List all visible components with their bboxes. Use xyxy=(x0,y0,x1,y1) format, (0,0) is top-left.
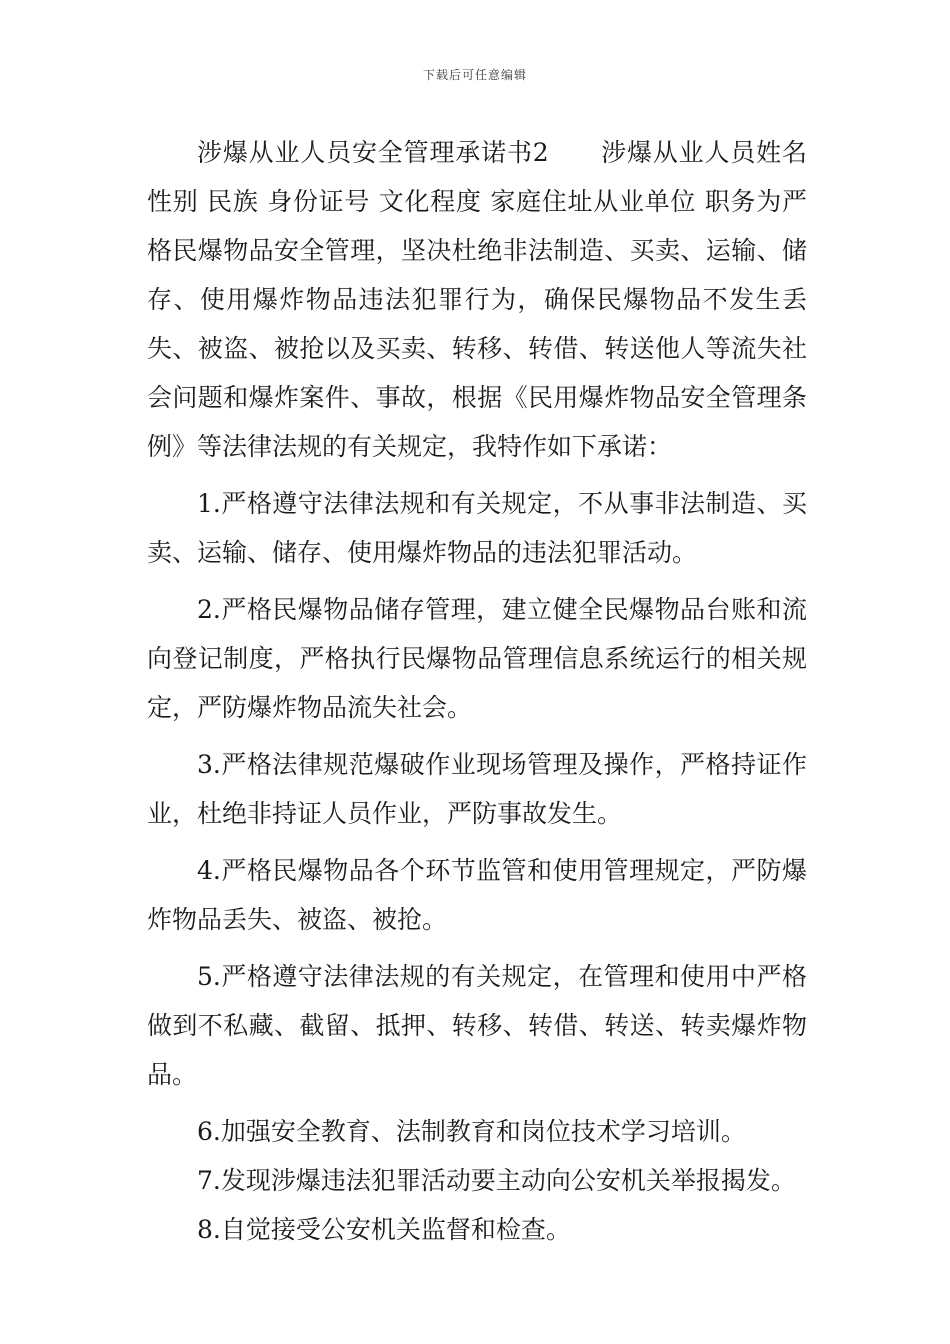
commitment-item-8: 8.自觉接受公安机关监督和检查。 xyxy=(197,1215,571,1244)
header-note: 下载后可任意编辑 xyxy=(422,68,527,82)
commitment-item-1: 1.严格遵守法律法规和有关规定，不从事非法制造、买卖、运输、储存、使用爆炸物品的违法犯罪活动。 xyxy=(147,489,807,567)
intro-paragraph: 涉爆从业人员安全管理承诺书2 涉爆从业人员姓名性别 民族 身份证号 文化程度 家庭住址从业单位 职务为严格民爆物品安全管理，坚决杜绝非法制造、买卖、运输、储存、使用爆炸物品违法犯罪行为，确保民爆物品不发生丢失、被盗、被抢以及买卖、转移、转借、转送他人等流失社会问题和爆炸案件、事故，根据《民用爆炸物品安全管理条例》等法律法规的有关规定，我特作如下承诺： xyxy=(147,138,807,461)
document-body xyxy=(147,128,807,1254)
commitment-item-3: 3.严格法律规范爆破作业现场管理及操作，严格持证作业，杜绝非持证人员作业，严防事故发生。 xyxy=(147,750,807,828)
commitment-item-5: 5.严格遵守法律法规的有关规定，在管理和使用中严格做到不私藏、截留、抵押、转移、转借、转送、转卖爆炸物品。 xyxy=(147,962,807,1089)
commitment-item-6: 6.加强安全教育、法制教育和岗位技术学习培训。 xyxy=(197,1117,746,1146)
commitment-item-7: 7.发现涉爆违法犯罪活动要主动向公安机关举报揭发。 xyxy=(197,1166,796,1195)
commitment-item-4: 4.严格民爆物品各个环节监管和使用管理规定，严防爆炸物品丢失、被盗、被抢。 xyxy=(147,856,807,934)
commitment-item-2: 2.严格民爆物品储存管理，建立健全民爆物品台账和流向登记制度，严格执行民爆物品管理信息系统运行的相关规定，严防爆炸物品流失社会。 xyxy=(147,595,807,722)
